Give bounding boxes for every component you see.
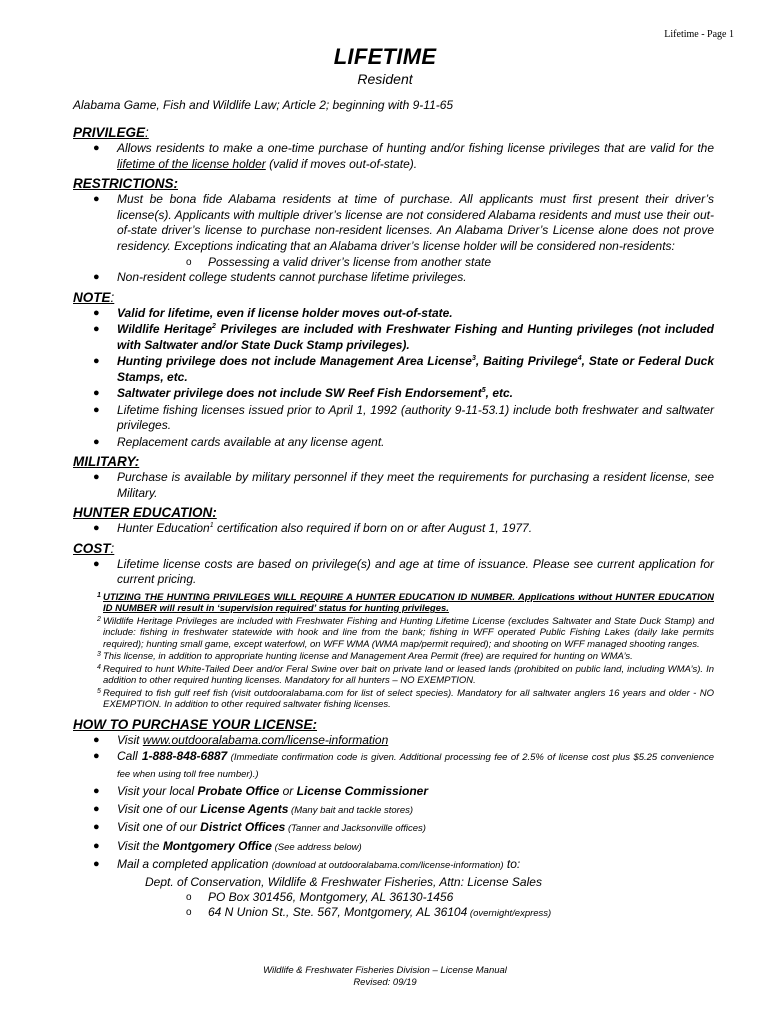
section-heading: MILITARY: xyxy=(73,454,140,469)
page-footer xyxy=(0,965,770,989)
bullet-icon: ● xyxy=(93,733,100,746)
bullet-icon: ● xyxy=(93,522,100,534)
list-item: ● Mail a completed application (download at outdooralabama.com/license-information) to: xyxy=(93,857,521,871)
list-item: ● Allows residents to make a one-time purchase of hunting and/or fishing license privileges that are valid for the lifetime of the license holder (valid if moves out-of-state). xyxy=(93,141,714,171)
list-item: ● Replacement cards available at any license agent. xyxy=(93,434,385,449)
circle-bullet-icon: o xyxy=(186,257,192,268)
bullet-icon: ● xyxy=(93,355,100,367)
list-item: ● Visit www.outdooralabama.com/license-information xyxy=(93,732,389,747)
list-item: ● Call 1-888-848-6887 (Immediate confirmation code is given. Additional processing fee of 2.5% of license cost plus $5.25 convenience fee when using toll free number).) xyxy=(93,749,715,780)
cost-section xyxy=(73,540,718,588)
mailing-department: Dept. of Conservation, Wildlife & Freshwater Fisheries, Attn: License Sales xyxy=(145,874,542,889)
bullet-icon: ● xyxy=(93,839,100,852)
website-link[interactable]: www.outdooralabama.com/license-information xyxy=(142,732,389,747)
bullet-icon: ● xyxy=(93,435,100,448)
footnote: 1 UTIZING THE HUNTING PRIVILEGES WILL REQUIRE A HUNTER EDUCATION ID NUMBER. Applications without HUNTER EDUCATION ID NUMBER will result in ‘supervision required’ status for hunting privileges. xyxy=(97,591,714,614)
page-title: LIFETIME xyxy=(333,44,437,69)
restrictions-section xyxy=(73,175,718,286)
list-item: ● Non-resident college students cannot purchase lifetime privileges. xyxy=(93,270,467,284)
section-heading: HOW TO PURCHASE YOUR LICENSE: xyxy=(73,716,318,732)
how-to-purchase-section xyxy=(73,716,718,921)
list-item: ● Purchase is available by military personnel if they meet the requirements for purchasing a resident license, see Military. xyxy=(93,470,714,500)
footer-revised: Revised: 09/19 xyxy=(353,977,417,988)
bullet-icon: ● xyxy=(93,471,100,483)
page-label: Lifetime - Page 1 xyxy=(664,29,734,40)
phone-number: 1-888-848-6887 xyxy=(141,749,228,763)
list-item: ● Visit one of our License Agents (Many bait and tackle stores) xyxy=(93,801,414,816)
sub-list-item: o Possessing a valid driver’s license from another state xyxy=(186,255,492,269)
bullet-icon: ● xyxy=(93,557,100,570)
note-section xyxy=(73,289,718,451)
section-heading: PRIVILEGE: xyxy=(73,125,149,140)
footnote: 3 This license, in addition to appropriate hunting license and Management Area Permit (free) are required for hunting on WMA’s. xyxy=(97,651,633,662)
bullet-icon: ● xyxy=(93,750,100,762)
list-item: ● Lifetime fishing licenses issued prior to April 1, 1992 (authority 9-11-53.1) include both freshwater and saltwater privileges. xyxy=(93,402,714,432)
section-heading: HUNTER EDUCATION: xyxy=(73,505,217,520)
mailing-address-street: o 64 N Union St., Ste. 567, Montgomery, AL 36104 (overnight/express) xyxy=(186,904,552,919)
circle-bullet-icon: o xyxy=(186,906,192,918)
bullet-icon: ● xyxy=(93,193,100,205)
bullet-icon: ● xyxy=(93,323,100,335)
list-item: ● Hunter Education$^1$ certification also required if born on or after August 1, 1977. xyxy=(93,521,533,535)
section-heading: RESTRICTIONS: xyxy=(73,176,179,191)
footer-division: Wildlife & Freshwater Fisheries Division – License Manual xyxy=(263,965,507,976)
bullet-icon: ● xyxy=(93,821,100,833)
list-item: ● Wildlife Heritage$^2$ Privileges are included with Freshwater Fishing and Hunting privileges (not included with Saltwater and/or State Duck Stamp privileges). xyxy=(93,322,714,352)
section-heading: NOTE: xyxy=(73,289,115,305)
list-item: ● Hunting privilege does not include Management Area License$^3$, Baiting Privilege$^4$, State or Federal Duck Stamps, etc. xyxy=(93,354,715,384)
page-subtitle: Resident xyxy=(357,71,413,87)
bullet-icon: ● xyxy=(93,387,100,399)
hunter-education-section xyxy=(73,504,718,537)
privilege-section xyxy=(73,124,718,172)
bullet-icon: ● xyxy=(93,403,100,416)
bullet-icon: ● xyxy=(93,271,100,283)
list-item: ● Visit one of our District Offices (Tanner and Jacksonville offices) xyxy=(93,820,426,834)
military-section xyxy=(73,453,718,501)
list-item: ● Visit the Montgomery Office (See address below) xyxy=(93,838,362,853)
bullet-icon: ● xyxy=(93,142,100,154)
bullet-icon: ● xyxy=(93,785,100,797)
list-item: ● Must be bona fide Alabama residents at time of purchase. All applicants must first present their driver’s license(s). Applicants with multiple driver’s license are not considered Alabama residents and must use their out-of-state driver’s license to purchase non-resident licenses. An Alabama Driver’s License alone does not prove residency. Exceptions indicating that an Alabama driver’s license holder will be considered non-residents: xyxy=(93,192,714,253)
list-item: ● Saltwater privilege does not include SW Reef Fish Endorsement$^5$, etc. xyxy=(93,386,514,400)
law-reference: Alabama Game, Fish and Wildlife Law; Article 2; beginning with 9-11-65 xyxy=(73,98,454,112)
circle-bullet-icon: o xyxy=(186,891,192,903)
mailing-address-po: o PO Box 301456, Montgomery, AL 36130-1456 xyxy=(186,889,454,904)
bullet-icon: ● xyxy=(93,858,100,870)
list-item: ● Valid for lifetime, even if license holder moves out-of-state. xyxy=(93,305,453,320)
list-item: ● Lifetime license costs are based on privilege(s) and age at time of issuance. Please see current application for current pricing. xyxy=(93,556,714,586)
bullet-icon: ● xyxy=(93,802,100,815)
footnote: 5 Required to fish gulf reef fish (visit outdooralabama.com for list of select species). Mandatory for all saltwater anglers 16 years and older - NO EXEMPTION. In addition to other required saltwater fishing licenses. xyxy=(97,687,714,710)
list-item: ● Visit your local Probate Office or License Commissioner xyxy=(93,784,429,798)
footnote: 4 Required to hunt White-Tailed Deer and/or Feral Swine over bait on private land or leased lands (prohibited on public land, including WMA’s). In addition to other required hunting licenses. Mandatory for all hunters – NO EXEMPTION. xyxy=(97,663,714,686)
footnotes xyxy=(73,592,718,711)
section-heading: COST: xyxy=(73,540,115,556)
bullet-icon: ● xyxy=(93,306,100,319)
footnote: 2 Wildlife Heritage Privileges are included with Freshwater Fishing and Hunting Lifetime License (excludes Saltwater and State Duck Stamp) and include: fishing in freshwater statewide with hook and line from the bank; fishing in WFF operated Public Fishing Lakes (daily lake permits required); hunting small game, except waterfowl, on WFF WMA (WMA map/permit required); and shooting on WFF managed shooting ranges. xyxy=(97,615,714,650)
document-body xyxy=(73,124,718,921)
